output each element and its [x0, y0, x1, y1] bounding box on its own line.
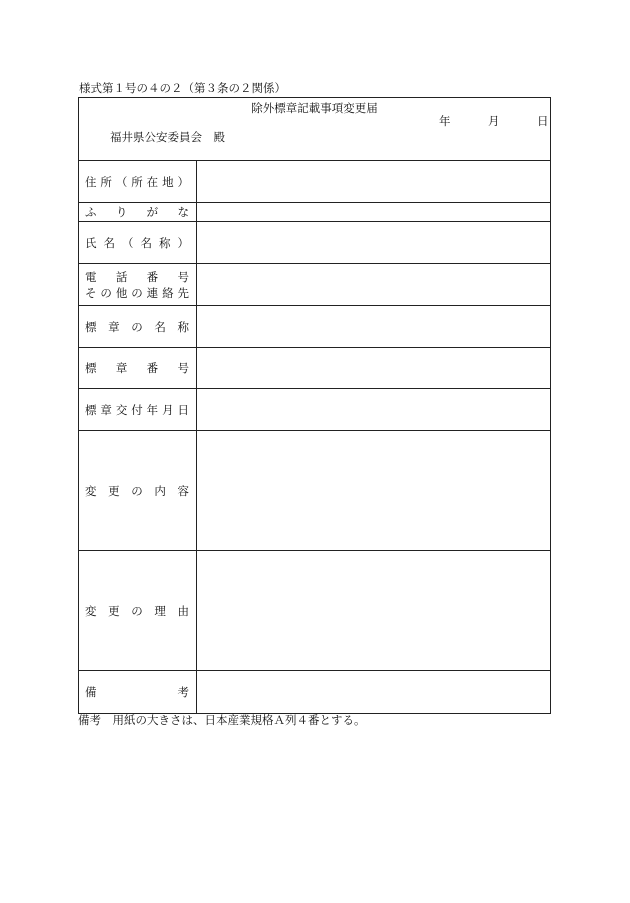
row-label: [79, 161, 197, 202]
row-label: [79, 431, 197, 550]
form-number: 様式第１号の４の２（第３条の２関係）: [79, 81, 286, 95]
row-label: [79, 203, 197, 221]
change-content-field[interactable]: [197, 431, 550, 550]
row-furigana: [79, 203, 550, 222]
row-label-text: 標章交付年月日: [85, 402, 189, 417]
change-reason-field[interactable]: [197, 551, 550, 670]
row-change-content: [79, 431, 550, 551]
row-label: [79, 306, 197, 347]
row-label: [79, 389, 197, 430]
row-label-text: 変更の理由: [85, 603, 189, 618]
row-mark-number: [79, 348, 550, 389]
footnote: 備考 用紙の大きさは、日本産業規格Ａ列４番とする。: [78, 713, 366, 727]
remarks-field[interactable]: [197, 671, 550, 713]
row-label-text: 変更の内容: [85, 483, 189, 498]
name-field[interactable]: [197, 222, 550, 263]
row-mark-name: [79, 306, 550, 348]
row-label: [79, 348, 197, 388]
row-label: [79, 222, 197, 263]
row-name: [79, 222, 550, 264]
date-day-label: 日: [537, 114, 549, 128]
address-field[interactable]: [197, 161, 550, 202]
row-address: [79, 161, 550, 203]
row-phone: [79, 264, 550, 306]
date-month-label: 月: [488, 114, 500, 128]
row-change-reason: [79, 551, 550, 671]
row-issue-date: [79, 389, 550, 431]
issue-date-field[interactable]: [197, 389, 550, 430]
date-year-label: 年: [439, 114, 451, 128]
form-title: 除外標章記載事項変更届: [251, 101, 378, 115]
row-label-text: 標章の名称: [85, 319, 189, 334]
row-label-text: 備考: [85, 685, 189, 699]
row-label-text: 標章番号: [85, 361, 189, 375]
row-label: [79, 264, 197, 305]
row-label-text: 住所（所在地）: [85, 174, 189, 189]
row-label-text: 氏名（名称）: [85, 235, 189, 250]
row-label-text: ふりがな: [85, 205, 189, 219]
row-label-text: 電話番号: [85, 269, 189, 284]
form-table: [78, 97, 551, 714]
row-remarks: [79, 671, 550, 713]
row-label: [79, 551, 197, 670]
row-label: [79, 671, 197, 713]
phone-field[interactable]: [197, 264, 550, 305]
furigana-field[interactable]: [197, 203, 550, 221]
addressee: 福井県公安委員会 殿: [110, 130, 225, 144]
mark-number-field[interactable]: [197, 348, 550, 388]
row-label-text: その他の連絡先: [85, 285, 189, 300]
mark-name-field[interactable]: [197, 306, 550, 347]
form-header: [79, 98, 550, 161]
